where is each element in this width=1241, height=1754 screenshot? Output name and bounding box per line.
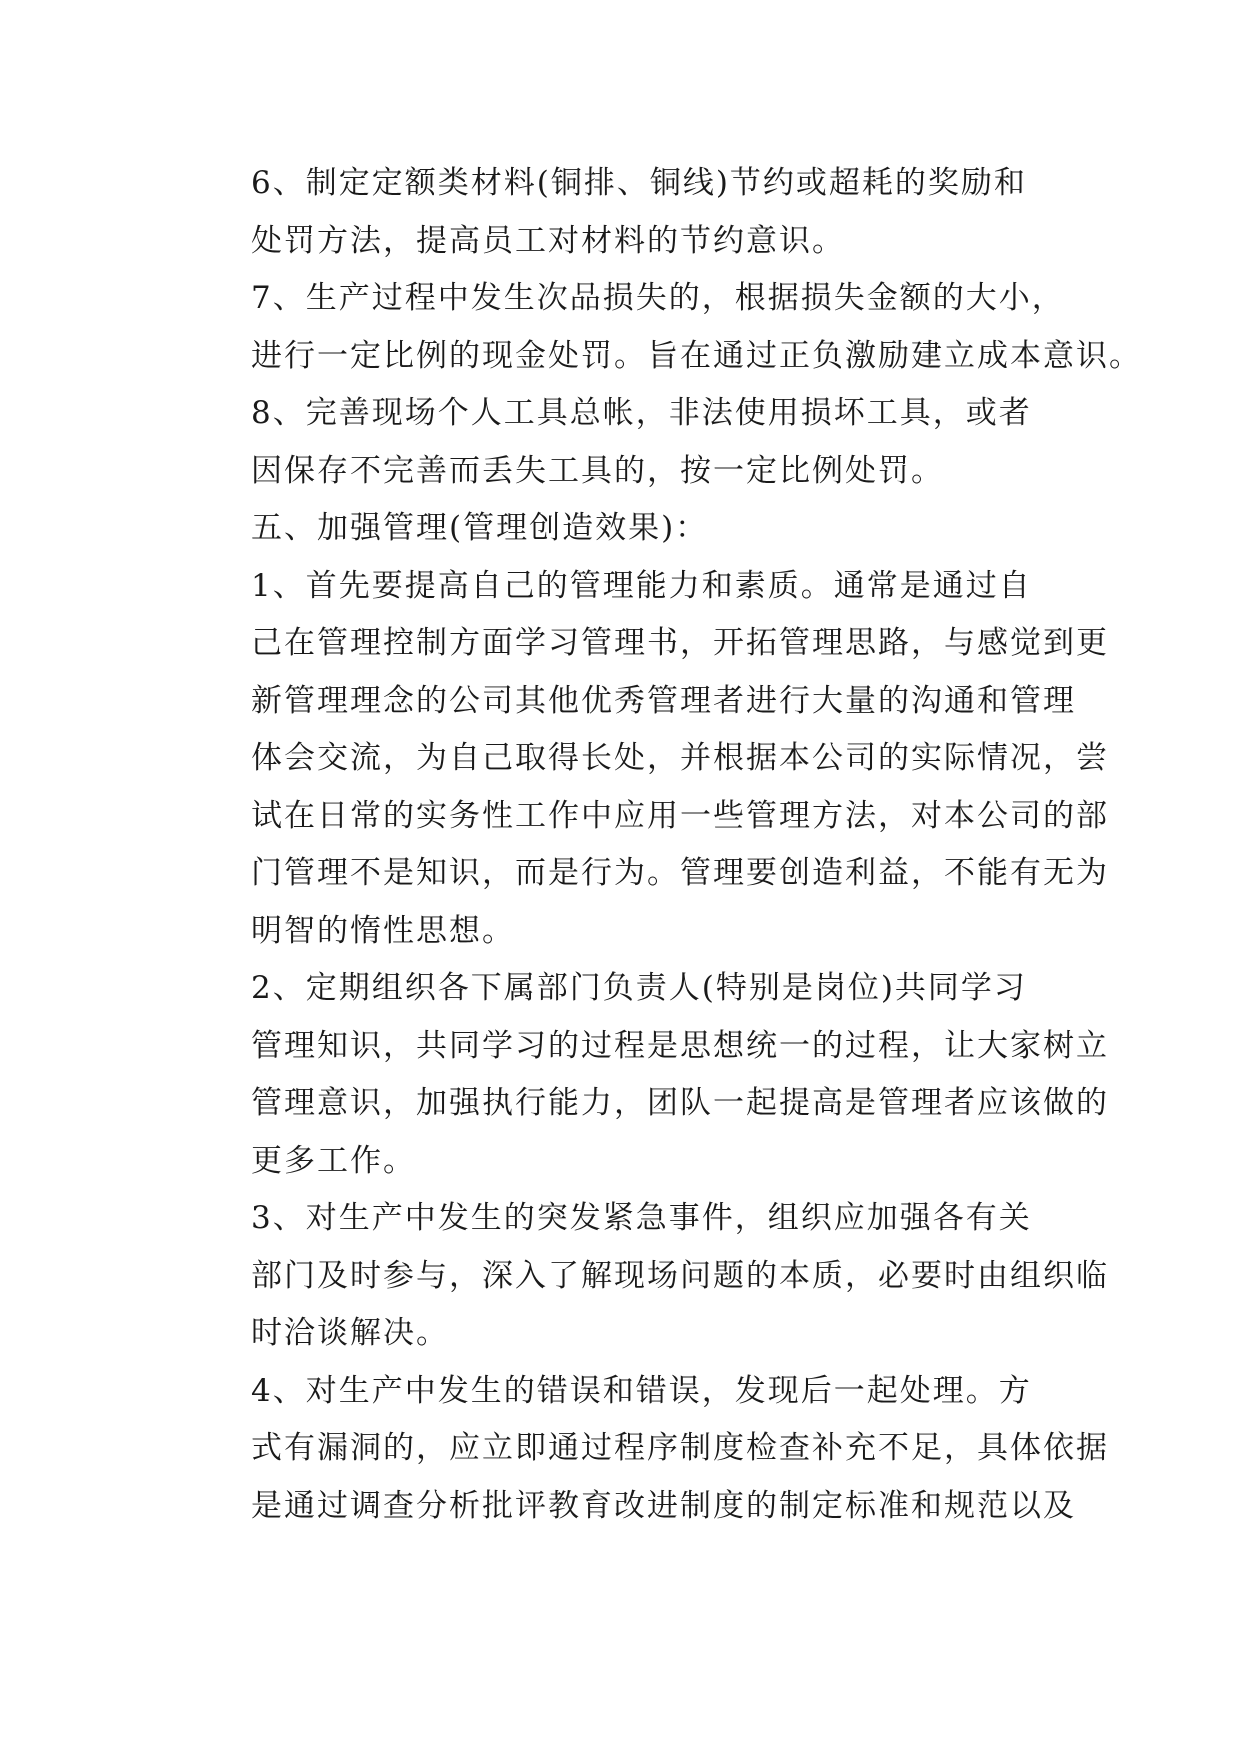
text-line: 试在日常的实务性工作中应用一些管理方法，对本公司的部: [251, 797, 1109, 834]
paragraph-item-8: [185, 385, 1065, 500]
paragraph-item-6: [185, 155, 1065, 270]
paragraph-section-5-item-4: [185, 1363, 1109, 1536]
text-line: 1、首先要提高自己的管理能力和素质。通常是通过自: [251, 567, 1032, 604]
text-line: 部门及时参与，深入了解现场问题的本质，必要时由组织临: [251, 1257, 1109, 1294]
paragraph-item-7: [185, 270, 1142, 385]
text-line: 明智的惰性思想。: [251, 912, 515, 949]
text-line: 7、生产过程中发生次品损失的，根据损失金额的大小，: [251, 280, 1065, 316]
text-line: 因保存不完善而丢失工具的，按一定比例处罚。: [251, 452, 944, 489]
text-line: 式有漏洞的，应立即通过程序制度检查补充不足，具体依据: [251, 1430, 1109, 1466]
text-line: 新管理理念的公司其他优秀管理者进行大量的沟通和管理: [251, 682, 1076, 719]
text-line: 处罚方法，提高员工对材料的节约意识。: [251, 222, 845, 259]
text-line: 2、定期组织各下属部门负责人(特别是岗位)共同学习: [251, 970, 1027, 1006]
text-line: 五、加强管理(管理创造效果)：: [251, 510, 709, 546]
text-line: 时洽谈解决。: [251, 1315, 449, 1351]
section-heading: [185, 500, 1065, 558]
text-line: 6、制定定额类材料(铜排、铜线)节约或超耗的奖励和: [251, 165, 1027, 201]
document-body: [185, 155, 1142, 1535]
text-line: 体会交流，为自己取得长处，并根据本公司的实际情况，尝: [251, 740, 1109, 776]
text-line: 管理知识，共同学习的过程是思想统一的过程，让大家树立: [251, 1027, 1109, 1064]
text-line: 更多工作。: [251, 1142, 416, 1179]
text-line: 进行一定比例的现金处罚。旨在通过正负激励建立成本意识。: [251, 337, 1142, 374]
text-line: 己在管理控制方面学习管理书，开拓管理思路，与感觉到更: [251, 625, 1109, 661]
text-line: 4、对生产中发生的错误和错误，发现后一起处理。方: [251, 1372, 1032, 1409]
text-line: 管理意识，加强执行能力，团队一起提高是管理者应该做的: [251, 1085, 1109, 1121]
text-line: 3、对生产中发生的突发紧急事件，组织应加强各有关: [251, 1200, 1032, 1236]
text-line: 门管理不是知识，而是行为。管理要创造利益，不能有无为: [251, 855, 1109, 891]
paragraph-section-5-item-1: [185, 558, 1109, 961]
text-line: 8、完善现场个人工具总帐，非法使用损坏工具，或者: [251, 395, 1032, 431]
paragraph-section-5-item-2: [185, 960, 1109, 1190]
paragraph-section-5-item-3: [185, 1190, 1109, 1363]
text-line: 是通过调查分析批评教育改进制度的制定标准和规范以及: [251, 1487, 1076, 1524]
